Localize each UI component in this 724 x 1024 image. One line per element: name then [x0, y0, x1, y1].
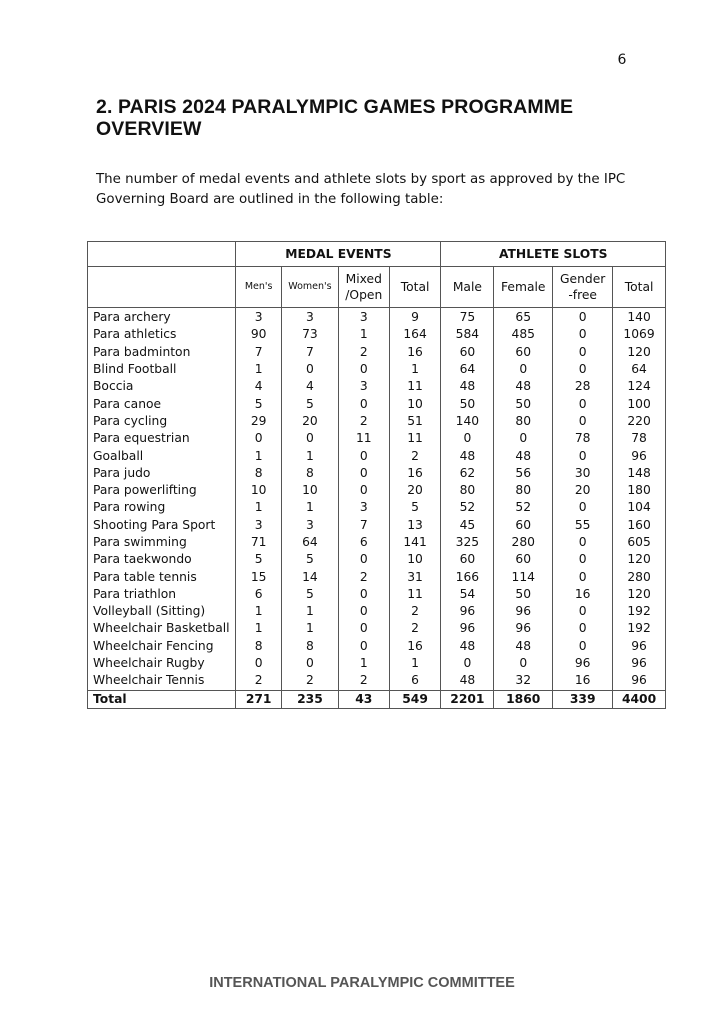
table-cell: 54: [441, 586, 494, 603]
table-cell: 0: [338, 465, 389, 482]
table-cell: 0: [236, 655, 282, 672]
table-cell: 5: [282, 586, 339, 603]
table-cell: 485: [494, 326, 553, 343]
table-cell: 64: [613, 361, 666, 378]
sport-name: Para canoe: [88, 395, 236, 412]
page-number: 6: [617, 52, 627, 68]
table-cell: 1: [236, 603, 282, 620]
empty-header-cell: [88, 242, 236, 267]
table-row: [88, 603, 666, 620]
col-mens: Men's: [236, 267, 282, 308]
table-cell: 1: [338, 655, 389, 672]
table-cell: 3: [338, 378, 389, 395]
table-cell: 0: [282, 430, 339, 447]
table-cell: 60: [494, 344, 553, 361]
table-cell: 80: [441, 482, 494, 499]
table-cell: 0: [553, 568, 613, 585]
table-cell: 1: [282, 499, 339, 516]
table-cell: 0: [441, 430, 494, 447]
table-cell: 78: [613, 430, 666, 447]
table-row: [88, 586, 666, 603]
table-cell: 1: [282, 447, 339, 464]
table-cell: 16: [553, 586, 613, 603]
table-row: [88, 465, 666, 482]
table-cell: 0: [494, 430, 553, 447]
table-cell: 0: [553, 499, 613, 516]
table-cell: 0: [338, 620, 389, 637]
table-cell: 104: [613, 499, 666, 516]
col-mixed-line2: /Open: [345, 288, 383, 302]
table-row: [88, 447, 666, 464]
table-row: [88, 326, 666, 343]
table-row: [88, 378, 666, 395]
col-total-events: Total: [389, 267, 441, 308]
table-cell: 48: [441, 638, 494, 655]
table-cell: 96: [441, 603, 494, 620]
col-womens: Women's: [282, 267, 339, 308]
sport-name: Para badminton: [88, 344, 236, 361]
table-cell: 2: [338, 344, 389, 361]
table-cell: 3: [338, 499, 389, 516]
table-cell: 62: [441, 465, 494, 482]
table-cell: 1: [236, 620, 282, 637]
empty-header-cell: [88, 267, 236, 308]
table-cell: 0: [441, 655, 494, 672]
footer-organization: INTERNATIONAL PARALYMPIC COMMITTEE: [209, 975, 515, 991]
table-row: [88, 672, 666, 690]
sport-name: Volleyball (Sitting): [88, 603, 236, 620]
table-row: [88, 308, 666, 327]
table-cell: 325: [441, 534, 494, 551]
table-cell: 45: [441, 517, 494, 534]
table-cell: 7: [236, 344, 282, 361]
table-cell: 8: [282, 638, 339, 655]
table-cell: 1069: [613, 326, 666, 343]
table-cell: 0: [338, 395, 389, 412]
sport-name: Wheelchair Fencing: [88, 638, 236, 655]
table-cell: 4400: [613, 690, 666, 708]
sport-name: Goalball: [88, 447, 236, 464]
table-cell: 140: [441, 413, 494, 430]
table-cell: 96: [613, 672, 666, 690]
table-cell: 1860: [494, 690, 553, 708]
table-row: [88, 517, 666, 534]
table-row: [88, 413, 666, 430]
sport-name: Para rowing: [88, 499, 236, 516]
table-cell: 3: [236, 517, 282, 534]
col-gender-line1: Gender: [560, 272, 606, 286]
col-mixed-open: [338, 267, 389, 308]
table-cell: 16: [553, 672, 613, 690]
table-cell: 0: [553, 551, 613, 568]
table-cell: 48: [494, 447, 553, 464]
sport-name: Para taekwondo: [88, 551, 236, 568]
table-body: [88, 308, 666, 709]
table-cell: 50: [494, 395, 553, 412]
table-cell: 64: [282, 534, 339, 551]
table-cell: 14: [282, 568, 339, 585]
table-cell: 20: [553, 482, 613, 499]
table-cell: 1: [338, 326, 389, 343]
table-cell: 10: [389, 551, 441, 568]
table-cell: 160: [613, 517, 666, 534]
table-cell: 31: [389, 568, 441, 585]
total-label: Total: [88, 690, 236, 708]
table-cell: 271: [236, 690, 282, 708]
table-cell: 78: [553, 430, 613, 447]
table-row: [88, 430, 666, 447]
table-cell: 50: [494, 586, 553, 603]
table-cell: 0: [553, 361, 613, 378]
table-cell: 0: [553, 413, 613, 430]
table-cell: 32: [494, 672, 553, 690]
table-cell: 8: [236, 638, 282, 655]
table-cell: 0: [236, 430, 282, 447]
group-header-row: [88, 242, 666, 267]
table-row: [88, 344, 666, 361]
sport-name: Para judo: [88, 465, 236, 482]
total-row: [88, 690, 666, 708]
table-cell: 90: [236, 326, 282, 343]
table-cell: 0: [338, 551, 389, 568]
table-cell: 56: [494, 465, 553, 482]
col-female: Female: [494, 267, 553, 308]
col-gender-free: [553, 267, 613, 308]
table-cell: 16: [389, 638, 441, 655]
table-cell: 65: [494, 308, 553, 327]
table-cell: 9: [389, 308, 441, 327]
table-cell: 48: [441, 672, 494, 690]
sport-name: Blind Football: [88, 361, 236, 378]
table-cell: 235: [282, 690, 339, 708]
sport-name: Wheelchair Tennis: [88, 672, 236, 690]
table-cell: 0: [553, 344, 613, 361]
table-cell: 0: [553, 326, 613, 343]
table-cell: 96: [613, 638, 666, 655]
table-cell: 2: [389, 603, 441, 620]
table-cell: 120: [613, 344, 666, 361]
table-cell: 11: [389, 586, 441, 603]
table-row: [88, 638, 666, 655]
table-cell: 0: [338, 638, 389, 655]
table-cell: 0: [338, 586, 389, 603]
table-cell: 2: [389, 447, 441, 464]
section-heading: 2. PARIS 2024 PARALYMPIC GAMES PROGRAMME OVERVIEW: [96, 96, 574, 140]
table-cell: 220: [613, 413, 666, 430]
table-cell: 0: [553, 447, 613, 464]
table-cell: 124: [613, 378, 666, 395]
programme-table: [87, 241, 666, 709]
sport-name: Para archery: [88, 308, 236, 327]
table-cell: 96: [494, 603, 553, 620]
table-cell: 0: [553, 603, 613, 620]
table-cell: 5: [236, 551, 282, 568]
table-cell: 73: [282, 326, 339, 343]
table-cell: 6: [236, 586, 282, 603]
table-cell: 96: [613, 447, 666, 464]
table-cell: 48: [441, 378, 494, 395]
table-cell: 6: [338, 534, 389, 551]
table-cell: 4: [282, 378, 339, 395]
sport-name: Wheelchair Rugby: [88, 655, 236, 672]
table-cell: 1: [389, 361, 441, 378]
col-male: Male: [441, 267, 494, 308]
table-cell: 5: [282, 551, 339, 568]
table-cell: 60: [494, 517, 553, 534]
col-gender-line2: -free: [568, 288, 597, 302]
table-cell: 11: [389, 430, 441, 447]
table-cell: 4: [236, 378, 282, 395]
table-cell: 30: [553, 465, 613, 482]
table-cell: 43: [338, 690, 389, 708]
table-row: [88, 568, 666, 585]
table-cell: 3: [338, 308, 389, 327]
table-cell: 3: [282, 517, 339, 534]
table-cell: 96: [553, 655, 613, 672]
table-cell: 48: [494, 638, 553, 655]
table-cell: 141: [389, 534, 441, 551]
table-cell: 2: [338, 568, 389, 585]
table-cell: 0: [282, 361, 339, 378]
table-cell: 605: [613, 534, 666, 551]
table-cell: 28: [553, 378, 613, 395]
table-cell: 1: [236, 361, 282, 378]
table-cell: 2: [389, 620, 441, 637]
table-cell: 0: [494, 655, 553, 672]
table-cell: 0: [553, 620, 613, 637]
table-cell: 20: [389, 482, 441, 499]
table-cell: 60: [494, 551, 553, 568]
col-total-slots: Total: [613, 267, 666, 308]
table-cell: 60: [441, 344, 494, 361]
table-cell: 0: [338, 361, 389, 378]
table-cell: 0: [553, 395, 613, 412]
table-row: [88, 395, 666, 412]
table-cell: 50: [441, 395, 494, 412]
table-cell: 80: [494, 482, 553, 499]
sport-name: Para powerlifting: [88, 482, 236, 499]
athlete-slots-header: ATHLETE SLOTS: [441, 242, 666, 267]
table-cell: 6: [389, 672, 441, 690]
table-cell: 96: [494, 620, 553, 637]
table-cell: 0: [338, 603, 389, 620]
table-row: [88, 534, 666, 551]
intro-paragraph: The number of medal events and athlete slots by sport as approved by the IPC Governing Board are outlined in the following table:: [96, 172, 626, 207]
table-cell: 148: [613, 465, 666, 482]
table-cell: 549: [389, 690, 441, 708]
table-cell: 64: [441, 361, 494, 378]
sport-name: Boccia: [88, 378, 236, 395]
sport-name: Para cycling: [88, 413, 236, 430]
table-cell: 0: [338, 447, 389, 464]
sport-name: Para athletics: [88, 326, 236, 343]
table-row: [88, 499, 666, 516]
sport-name: Para triathlon: [88, 586, 236, 603]
table-cell: 52: [441, 499, 494, 516]
table-cell: 48: [441, 447, 494, 464]
table-cell: 1: [282, 620, 339, 637]
table-cell: 584: [441, 326, 494, 343]
table-cell: 0: [282, 655, 339, 672]
table-cell: 11: [389, 378, 441, 395]
table-cell: 2201: [441, 690, 494, 708]
table-cell: 166: [441, 568, 494, 585]
table-cell: 5: [236, 395, 282, 412]
table-cell: 2: [236, 672, 282, 690]
table-cell: 16: [389, 465, 441, 482]
table-cell: 280: [494, 534, 553, 551]
table-cell: 10: [282, 482, 339, 499]
table-cell: 75: [441, 308, 494, 327]
table-cell: 280: [613, 568, 666, 585]
table-cell: 60: [441, 551, 494, 568]
medal-events-header: MEDAL EVENTS: [236, 242, 441, 267]
table-cell: 16: [389, 344, 441, 361]
col-mixed-line1: Mixed: [345, 272, 382, 286]
table-cell: 51: [389, 413, 441, 430]
table-cell: 29: [236, 413, 282, 430]
table-row: [88, 361, 666, 378]
table-cell: 0: [553, 308, 613, 327]
table-cell: 15: [236, 568, 282, 585]
column-header-row: [88, 267, 666, 308]
table-cell: 13: [389, 517, 441, 534]
table-cell: 1: [236, 447, 282, 464]
table-cell: 164: [389, 326, 441, 343]
table-row: [88, 551, 666, 568]
table-row: [88, 482, 666, 499]
table-cell: 8: [282, 465, 339, 482]
table-cell: 48: [494, 378, 553, 395]
table-cell: 5: [282, 395, 339, 412]
sport-name: Wheelchair Basketball: [88, 620, 236, 637]
table-cell: 114: [494, 568, 553, 585]
table-cell: 180: [613, 482, 666, 499]
table-cell: 5: [389, 499, 441, 516]
table-cell: 3: [282, 308, 339, 327]
sport-name: Shooting Para Sport: [88, 517, 236, 534]
table-cell: 71: [236, 534, 282, 551]
table-cell: 3: [236, 308, 282, 327]
table-cell: 11: [338, 430, 389, 447]
table-cell: 96: [613, 655, 666, 672]
table-cell: 1: [236, 499, 282, 516]
table-cell: 0: [494, 361, 553, 378]
sport-name: Para table tennis: [88, 568, 236, 585]
table-cell: 339: [553, 690, 613, 708]
table-cell: 10: [236, 482, 282, 499]
table-cell: 192: [613, 603, 666, 620]
table-cell: 8: [236, 465, 282, 482]
table-cell: 100: [613, 395, 666, 412]
table-cell: 96: [441, 620, 494, 637]
table-cell: 0: [338, 482, 389, 499]
table-cell: 1: [282, 603, 339, 620]
table-cell: 120: [613, 551, 666, 568]
table-cell: 1: [389, 655, 441, 672]
table-cell: 20: [282, 413, 339, 430]
table-cell: 2: [338, 672, 389, 690]
table-cell: 140: [613, 308, 666, 327]
table-cell: 7: [338, 517, 389, 534]
table-row: [88, 620, 666, 637]
table-cell: 7: [282, 344, 339, 361]
sport-name: Para equestrian: [88, 430, 236, 447]
table-cell: 52: [494, 499, 553, 516]
table-cell: 2: [282, 672, 339, 690]
table-cell: 0: [553, 638, 613, 655]
table-cell: 80: [494, 413, 553, 430]
table-cell: 120: [613, 586, 666, 603]
sport-name: Para swimming: [88, 534, 236, 551]
table-cell: 0: [553, 534, 613, 551]
table-cell: 2: [338, 413, 389, 430]
table-row: [88, 655, 666, 672]
table-cell: 55: [553, 517, 613, 534]
table-cell: 10: [389, 395, 441, 412]
table-cell: 192: [613, 620, 666, 637]
